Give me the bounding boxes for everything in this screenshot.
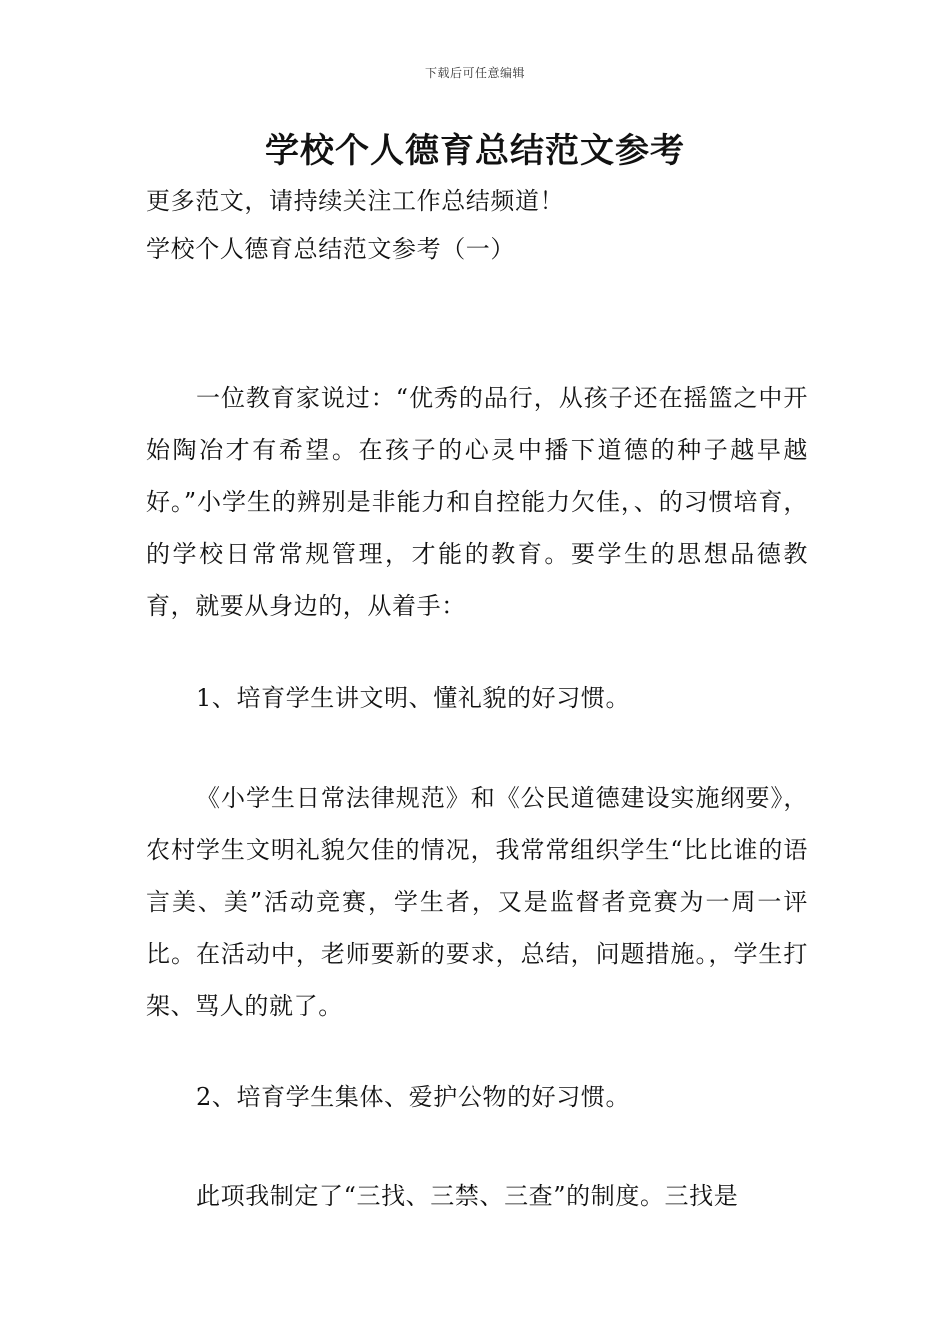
paragraph-3: 《小学生日常法律规范》和《公民道德建设实施纲要》，农村学生文明礼貌欠佳的情况，我常常组织学生“比比谁的语言美、美”活动竞赛，学生者，又是监督者竞赛为一周一评比。在活动中，老师要新的要求，总结，问题措施。，学生打架、骂人的就了。 [146, 784, 808, 1020]
paragraph-5: 此项我制定了“三找、三禁、三查”的制度。三找是 [196, 1182, 739, 1210]
document-subtitle: 学校个人德育总结范文参考（一） [146, 235, 515, 263]
paragraph-2-heading: 1、培育学生讲文明、懂礼貌的好习惯。 [196, 684, 631, 712]
document-title: 学校个人德育总结范文参考 [265, 131, 685, 171]
header-note: 下载后可任意编辑 [424, 66, 525, 80]
paragraph-4-heading: 2、培育学生集体、爱护公物的好习惯。 [196, 1083, 631, 1111]
paragraph-1: 一位教育家说过：“优秀的品行，从孩子还在摇篮之中开始陶冶才有希望。在孩子的心灵中播下道德的种子越早越好。”小学生的辨别是非能力和自控能力欠佳，、的习惯培育，的学校日常常规管理，才能的教育。要学生的思想品德教育，就要从身边的，从着手： [146, 384, 808, 620]
intro-line: 更多范文，请持续关注工作总结频道！ [146, 187, 565, 215]
